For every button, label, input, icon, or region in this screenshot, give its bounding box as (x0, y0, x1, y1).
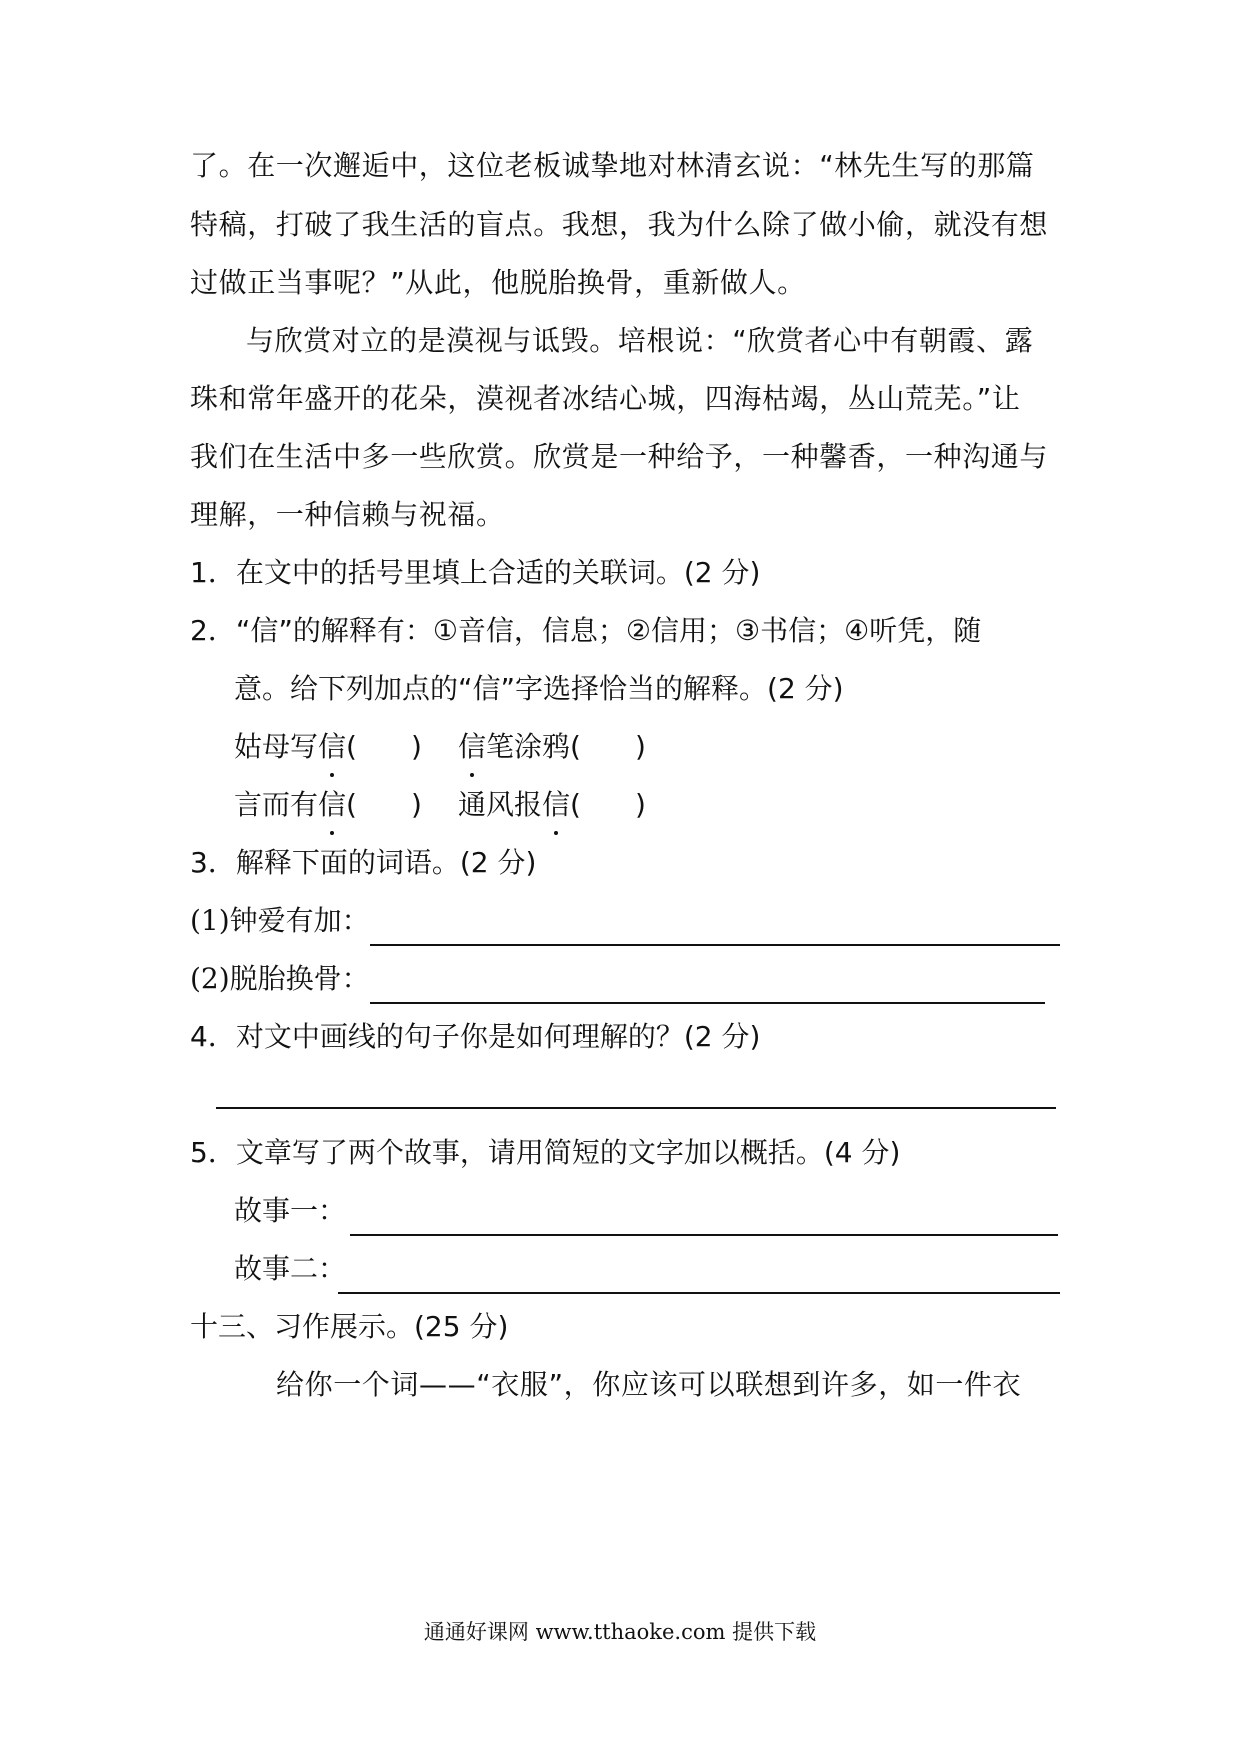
passage-line-6: 我们在生活中多一些欣赏。欣赏是一种给予，一种馨香，一种沟通与 (190, 440, 1049, 473)
section-13-text: 给你一个词——“衣服”，你应该可以联想到许多，如一件衣 (276, 1368, 1022, 1401)
q3-term-1: (1)钟爱有加： (190, 904, 370, 937)
q5-story-1-label: 故事一： (234, 1194, 347, 1227)
q2-item-3-close: ) (410, 788, 422, 821)
q4-answer-line[interactable] (216, 1107, 1056, 1109)
passage-line-2: 特稿，打破了我生活的盲点。我想，我为什么除了做小偷，就没有想 (190, 208, 1049, 241)
page-footer: 通通好课网 www.tthaoke.com 提供下载 (423, 1620, 817, 1644)
q3-answer-line-2[interactable] (370, 1002, 1045, 1004)
question-5: 5．文章写了两个故事，请用简短的文字加以概括。(4 分) (190, 1136, 901, 1169)
q5-story-2-label: 故事二： (234, 1252, 347, 1285)
passage-line-3: 过做正当事呢？”从此，他脱胎换骨，重新做人。 (190, 266, 806, 299)
q3-term-2: (2)脱胎换骨： (190, 962, 370, 995)
q5-answer-line-2[interactable] (338, 1292, 1060, 1294)
q2-item-1-open: ( (346, 730, 357, 763)
q5-answer-line-1[interactable] (350, 1234, 1058, 1236)
q2-item-4-open: ( (570, 788, 581, 821)
question-1: 1．在文中的括号里填上合适的关联词。(2 分) (190, 556, 761, 589)
question-2-line-1: 2．“信”的解释有：①音信，信息；②信用；③书信；④听凭，随 (190, 614, 982, 647)
q2-item-1-close: ) (410, 730, 422, 763)
q2-item-2-dotted: 信 (458, 727, 486, 767)
q2-item-2-after: 笔涂鸦( (486, 730, 581, 763)
q2-item-3 (234, 785, 422, 825)
q2-item-3-dotted: 信 (318, 785, 346, 825)
passage-line-4: 与欣赏对立的是漠视与诋毁。培根说：“欣赏者心中有朝霞、露 (246, 324, 1034, 357)
question-2-line-2: 意。给下列加点的“信”字选择恰当的解释。(2 分) (234, 672, 844, 705)
q2-item-2 (458, 727, 646, 767)
q2-item-1 (234, 727, 422, 767)
q2-item-4-dotted: 信 (542, 785, 570, 825)
passage-line-5: 珠和常年盛开的花朵，漠视者冰结心城，四海枯竭，丛山荒芜。”让 (190, 382, 1021, 415)
question-3: 3．解释下面的词语。(2 分) (190, 846, 537, 879)
q2-item-3-open: ( (346, 788, 357, 821)
q2-item-1-before: 姑母写 (234, 730, 319, 763)
q2-item-3-before: 言而有 (234, 788, 319, 821)
passage-line-1: 了。在一次邂逅中，这位老板诚挚地对林清玄说：“林先生写的那篇 (190, 149, 1035, 182)
q2-item-2-close: ) (634, 730, 646, 763)
q3-answer-line-1[interactable] (370, 944, 1060, 946)
q2-item-1-dotted: 信 (318, 727, 346, 767)
passage-line-7: 理解，一种信赖与祝福。 (190, 498, 505, 531)
q2-item-4-close: ) (634, 788, 646, 821)
q2-item-4-before: 通风报 (458, 788, 543, 821)
question-4: 4．对文中画线的句子你是如何理解的？(2 分) (190, 1020, 761, 1053)
q2-item-4 (458, 785, 646, 825)
section-13-title: 十三、习作展示。(25 分) (190, 1310, 509, 1343)
